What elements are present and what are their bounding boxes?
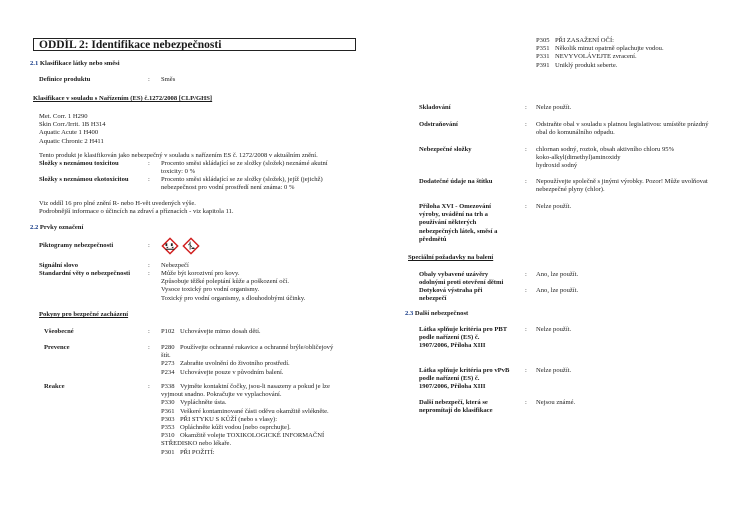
colon: : (525, 178, 527, 185)
p-text: Vypláchněte ústa. (180, 399, 227, 407)
reaction-lines (161, 383, 330, 457)
precaution-line (161, 344, 333, 352)
p-text: NEVYVOLÁVEJTE zvracení. (555, 53, 637, 61)
child-resistant-label-line: Obaly vybavené uzávěry (419, 271, 489, 278)
p-code: P102 (161, 328, 175, 335)
signal-word-label: Signální slovo (39, 262, 79, 269)
colon: : (525, 121, 527, 128)
packaging-heading: Speciální požadavky na balení (408, 254, 494, 261)
p-text: PŘI STYKU S KŮŽÍ (nebo s vlasy): (180, 415, 278, 423)
p-code: P301 (161, 448, 175, 456)
storage-value: Nelze použít. (536, 104, 572, 111)
p-text: Veškeré kontaminované části oděvu okamžitě svlékněte. (180, 407, 329, 415)
unknown-tox-value (161, 160, 328, 176)
extra-label-info-label: Dodatečné údaje na štítku (419, 178, 493, 185)
hazard-statement: Vysoce toxický pro vodní organismy. (161, 286, 260, 294)
unknown-eco-line: nebezpečnost pro vodní prostředí není známa: 0 % (161, 184, 295, 192)
colon: : (148, 242, 150, 249)
storage-label: Skladování (419, 104, 451, 111)
vpvb-value: Nelze použít. (536, 367, 572, 374)
tactile-warning-value: Ano, lze použít. (536, 287, 579, 294)
precaution-heading: Pokyny pro bezpečné zacházení (39, 311, 129, 318)
precaution-line (161, 328, 261, 336)
colon: : (148, 270, 150, 277)
colon: : (148, 176, 150, 183)
precaution-line (161, 383, 330, 391)
colon: : (525, 146, 527, 153)
ghs09-environment-icon (182, 237, 200, 255)
p-text: Okamžitě volejte TOXIKOLOGICKÉ INFORMAČNÍ (180, 432, 325, 440)
p-text: PŘI ZASAŽENÍ OČÍ: (555, 37, 614, 44)
p-code: P391 (536, 61, 550, 69)
tactile-label-line: Dotyková výstraha při (419, 287, 483, 294)
unknown-tox-label: Složky s neznámou toxicitou (39, 160, 119, 167)
colon: : (525, 399, 527, 406)
p-text: STŘEDISKO nebo lékaře. (161, 440, 232, 448)
note-section16: Viz oddíl 16 pro plné znění R- nebo H-vět uvedených výše. (39, 200, 196, 207)
annex-label-line: nebezpečných látek, směsí a (419, 227, 498, 235)
p-code: P353 (161, 424, 175, 432)
vpvb-label-line: 1907/2006, Příloha XIII (419, 383, 486, 391)
precaution-line (161, 391, 330, 399)
colon: : (525, 287, 527, 294)
general-lines (161, 328, 261, 336)
section-title: ODDÍL 2: Identifikace nebezpečnosti (39, 39, 222, 51)
colon: : (148, 262, 150, 269)
p-code: P273 (161, 360, 175, 368)
precaution-line (161, 369, 333, 377)
p-code: P305 (536, 37, 550, 44)
precaution-line (536, 53, 664, 61)
extra-label-info (536, 178, 708, 194)
classification-item: Met. Corr. 1 H290 (39, 113, 88, 120)
s21-heading-text: Klasifikace látky nebo směsi (39, 60, 120, 67)
colon: : (148, 344, 150, 351)
p-text: Uniklý produkt seberte. (555, 61, 618, 69)
colon: : (148, 160, 150, 167)
colon: : (148, 328, 150, 335)
s22-number: 2.2 (30, 224, 39, 231)
p-text: Používejte ochranné rukavice a ochranné brýle/obličejový (180, 344, 334, 351)
annex-label-line: Příloha XVI - Omezování (419, 203, 491, 210)
colon: : (525, 367, 527, 374)
colon: : (525, 271, 527, 278)
disposal-line: obal do komunálního odpadu. (536, 129, 615, 137)
vpvb-label-line: Látka splňuje kritéria pro vPvB (419, 367, 510, 374)
response-lines-cont (536, 37, 664, 70)
prevention-lines (161, 344, 333, 377)
annex-label-line: výroby, uvádění na trh a (419, 211, 488, 219)
colon: : (525, 326, 527, 333)
precaution-line (161, 352, 333, 360)
pbt-label-line: 1907/2006, Příloha XIII (419, 342, 486, 350)
precaution-line (161, 416, 330, 424)
p-code: P338 (161, 383, 175, 390)
p-code: P234 (161, 368, 175, 376)
precaution-line (161, 449, 330, 457)
s21-heading (30, 60, 120, 68)
s23-number: 2.3 (405, 310, 414, 317)
annex-label-line: používání některých (419, 219, 477, 227)
child-resistant-value: Ano, lze použít. (536, 271, 579, 278)
colon: : (148, 76, 150, 83)
tactile-label-line: nebezpečí (419, 295, 447, 303)
vpvb-label-line: podle nařízení (ES) č. (419, 375, 480, 383)
annex-xvi-value: Nelze použít. (536, 203, 572, 210)
s23-heading (405, 310, 468, 318)
hazardous-components (536, 146, 674, 171)
p-text: Několik minut opatrně oplachujte vodou. (555, 45, 664, 53)
hazard-statement: Může být korozivní pro kovy. (161, 270, 240, 277)
annex-label-line: předmětů (419, 235, 447, 243)
p-code: P361 (161, 407, 175, 415)
p-text: Vyjměte kontaktní čočky, jsou-li nasazeny a pokud je lze (180, 383, 330, 390)
signal-word-value: Nebezpečí (161, 262, 189, 269)
component-line: chlornan sodný, roztok, obsah aktivního chloru 95% (536, 146, 675, 153)
section-title-box (33, 38, 356, 51)
vpvb-label (419, 367, 509, 392)
pictograms-label: Piktogramy nebezpečnosti (39, 242, 114, 249)
precaution-line (161, 440, 330, 448)
other-hazards-label (419, 399, 493, 415)
precaution-line (536, 37, 664, 45)
precaution-line (161, 360, 333, 368)
general-label: Všeobecné (44, 328, 74, 335)
unknown-tox-line: Procento směsi skládající se ze složky (složek) neznámé akutní (161, 160, 328, 167)
s22-heading (30, 224, 83, 232)
classification-list (39, 113, 106, 146)
product-def-label: Definice produktu (39, 76, 91, 83)
unknown-eco-value (161, 176, 323, 192)
classification-item: Aquatic Acute 1 H400 (39, 129, 99, 137)
component-line: koko-alkyl(dimethyl)aminoxidy (536, 154, 621, 162)
child-resistant-label (419, 271, 503, 287)
p-code: P280 (161, 344, 175, 351)
disposal-value (536, 121, 709, 137)
s21-number: 2.1 (30, 60, 39, 67)
hazard-statement: Toxický pro vodní organismy, s dlouhodobými účinky. (161, 294, 306, 302)
p-text: štít. (161, 352, 171, 360)
pbt-label-line: Látka splňuje kritéria pro PBT (419, 326, 508, 333)
note-section11: Podrobnější informace o účincích na zdraví a příznacích - viz kapitola 11. (39, 208, 234, 215)
hazard-statements-label: Standardní věty o nebezpečnosti (39, 270, 131, 277)
s22-heading-text: Prvky označení (39, 224, 84, 231)
p-code: P330 (161, 399, 175, 407)
extra-label-line: nebezpečné plyny (chlor). (536, 186, 605, 194)
pbt-label-line: podle nařízení (ES) č. (419, 334, 480, 342)
component-line: hydroxid sodný (536, 162, 578, 170)
annex-xvi-label (419, 203, 497, 244)
p-text: Uchovávejte pouze v původním balení. (180, 368, 284, 376)
p-text: vyjmout snadno. Pokračujte ve vyplachování. (161, 391, 282, 399)
clp-heading: Klasifikace v souladu s Nařízením (ES) č.1272/2008 [CLP/GHS] (33, 95, 213, 102)
precaution-line (536, 62, 664, 70)
extra-label-line: Nepoužívejte společně s jinými výrobky. Pozor! Může uvolňovat (536, 178, 708, 185)
unknown-eco-label: Složky s neznámou ekotoxicitou (39, 176, 129, 183)
hazardous-components-label: Nebezpečné složky (419, 146, 472, 153)
classification-statement: Tento produkt je klasifikován jako nebezpečný v souladu s nařízením ES č. 1272/2008 v aktuálním znění. (39, 152, 318, 159)
disposal-line: Odstraňte obal v souladu s platnou legislativou: umístěte prázdný (536, 121, 709, 128)
unknown-eco-line: Procento směsi skládající se ze složky (složek), jejíž (jejichž) (161, 176, 323, 183)
p-text: Uchovávejte mimo dosah dětí. (180, 328, 261, 335)
tactile-warning-label (419, 287, 482, 303)
child-resistant-label-line: odolnými proti otevření dětmi (419, 279, 504, 287)
unknown-tox-line: toxicity: 0 % (161, 168, 196, 176)
classification-item: Aquatic Chronic 2 H411 (39, 137, 104, 145)
ghs05-corrosion-icon (161, 237, 179, 255)
p-code: P331 (536, 53, 550, 61)
hazard-statements (161, 270, 305, 303)
reaction-label: Reakce (44, 383, 65, 390)
colon: : (525, 203, 527, 210)
s23-heading-text: Další nebezpečnost (414, 310, 469, 317)
p-code: P310 (161, 432, 175, 440)
precaution-line (161, 408, 330, 416)
p-code: P303 (161, 415, 175, 423)
other-hazards-label-line: nepromítají do klasifikace (419, 407, 493, 415)
precaution-line (161, 424, 330, 432)
prevention-label: Prevence (44, 344, 70, 351)
p-code: P351 (536, 45, 550, 53)
hazard-statement: Způsobuje těžké poleptání kůže a poškození očí. (161, 278, 289, 286)
disposal-label: Odstraňování (419, 121, 458, 128)
colon: : (148, 383, 150, 390)
other-hazards-value: Nejsou známé. (536, 399, 576, 406)
precaution-line (161, 399, 330, 407)
other-hazards-label-line: Další nebezpečí, která se (419, 399, 488, 406)
p-text: Opláchněte kůži vodou [nebo osprchujte]. (180, 424, 291, 432)
p-text: Zabraňte uvolnění do životního prostředí. (180, 360, 290, 368)
pbt-value: Nelze použít. (536, 326, 572, 333)
product-def-value: Směs (161, 76, 176, 83)
colon: : (525, 104, 527, 111)
pbt-label (419, 326, 507, 351)
classification-item: Skin Corr./Irrit. 1B H314 (39, 121, 106, 129)
p-text: PŘI POŽITÍ: (180, 448, 215, 456)
